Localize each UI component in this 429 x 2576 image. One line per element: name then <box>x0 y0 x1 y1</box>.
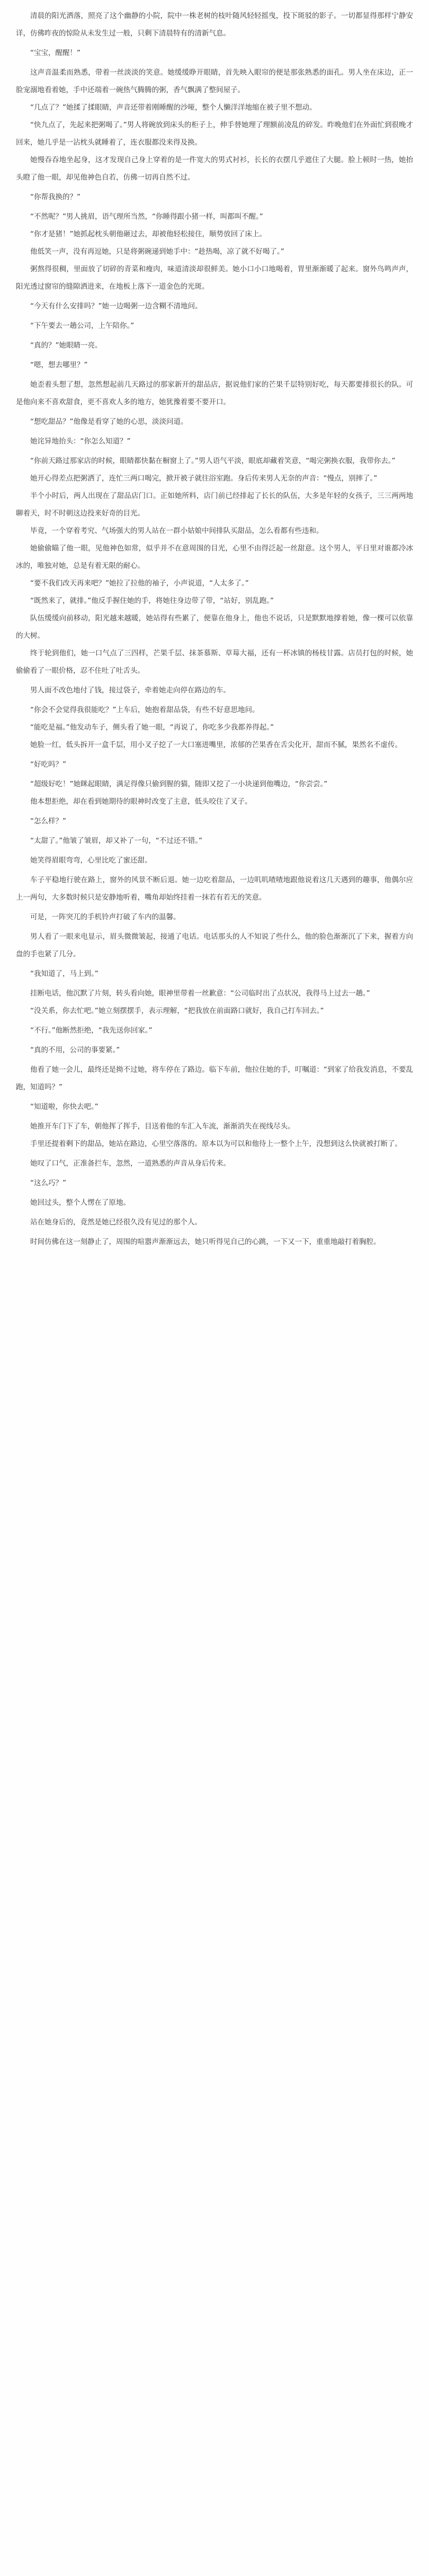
paragraph: 她脸一红，低头拆开一盒千层，用小叉子挖了一大口塞进嘴里，浓郁的芒果香在舌尖化开，甜而不腻，果然名不虚传。 <box>30 741 402 749</box>
paragraph: 她推开车门下了车，朝他挥了挥手，目送着他的车汇入车流，渐渐消失在视线尽头。 <box>30 1122 295 1131</box>
paragraph: 她回过头，整个人愣在了原地。 <box>30 1198 130 1207</box>
paragraph: “我知道了，马上到。” <box>30 970 99 978</box>
paragraph: “快九点了，先起来把粥喝了。”男人将碗放到床头的柜子上，伸手替她理了理额前凌乱的碎发。昨晚他们在外面忙到很晚才回来，她几乎是一沾枕头就睡着了，连衣服都没来得及换。 <box>16 121 413 147</box>
paragraph: “真的？”她眼睛一亮。 <box>30 341 102 350</box>
paragraph: “你帮我换的？” <box>30 193 81 201</box>
paragraph: “没关系，你去忙吧。”她立刻摆摆手，表示理解，“把我放在前面路口就好，我自己打车回去。” <box>30 1007 324 1015</box>
paragraph: “这么巧？” <box>30 1179 66 1187</box>
paragraph: 他低笑一声，没有再逗她，只是将粥碗递到她手中：“趁热喝，凉了就不好喝了。” <box>30 247 284 256</box>
paragraph: “好吃吗？” <box>30 760 66 769</box>
paragraph: “要不我们改天再来吧？”她拉了拉他的袖子，小声说道，“人太多了。” <box>30 579 249 588</box>
paragraph: 他看了她一会儿，最终还是拗不过她，将车停在了路边。临下车前，他拉住她的手，叮嘱道：“到家了给我发消息，不要乱跑，知道吗？” <box>16 1065 413 1091</box>
paragraph: “怎么样？” <box>30 817 66 825</box>
paragraph: 站在她身后的，竟然是她已经很久没有见过的那个人。 <box>30 1218 202 1227</box>
paragraph: 手里还提着剩下的甜品，她站在路边，心里空落落的。原本以为可以和他待上一整个上午，没想到这么快就被打断了。 <box>30 1140 402 1148</box>
paragraph: “不行。”他断然拒绝，“我先送你回家。” <box>30 1026 153 1035</box>
paragraph: 她偷偷瞄了他一眼，见他神色如常，似乎并不在意周围的目光，心里不由得泛起一丝甜意。这个男人，平日里对谁都冷冰冰的，唯独对她，总是有着无限的耐心。 <box>16 544 413 570</box>
paragraph: “你才是猪！”她抓起枕头朝他砸过去，却被他轻松接住，顺势放回了床上。 <box>30 230 266 238</box>
paragraph: “你前天路过那家店的时候，眼睛都快黏在橱窗上了。”男人语气平淡，眼底却藏着笑意，“喝完粥换衣服，我带你去。” <box>30 457 396 465</box>
paragraph: 男人看了一眼来电显示，眉头微微皱起，接通了电话。电话那头的人不知说了些什么，他的脸色渐渐沉了下来，握着方向盘的手也紧了几分。 <box>16 932 413 958</box>
paragraph: “既然来了，就排。”他反手握住她的手，将她往身边带了带，“站好，别乱跑。” <box>30 597 274 605</box>
paragraph: 他本想拒绝，却在看到她期待的眼神时改变了主意，低头咬住了叉子。 <box>30 797 252 806</box>
paragraph: 她歪着头想了想，忽然想起前几天路过的那家新开的甜品店，据说他们家的芒果千层特别好吃，每天都要排很长的队。可是他向来不喜欢甜食，更不喜欢人多的地方，她犹豫着要不要开口。 <box>16 380 413 406</box>
paragraph: “想吃甜品？”他像是看穿了她的心思，淡淡问道。 <box>30 418 188 426</box>
paragraph: 半个小时后，两人出现在了甜品店门口。正如她所料，店门前已经排起了长长的队伍，大多是年轻的女孩子，三三两两地聊着天，时不时朝这边投来好奇的目光。 <box>16 492 413 518</box>
paragraph: “知道啦，你快去吧。” <box>30 1103 99 1111</box>
paragraph: “你会不会觉得我很能吃？”上车后，她抱着甜品袋，有些不好意思地问。 <box>30 706 260 714</box>
article-body <box>0 0 429 1251</box>
paragraph: 她开心得差点把粥洒了，连忙三两口喝完，掀开被子就往浴室跑。身后传来男人无奈的声音：“慢点，别摔了。” <box>30 474 378 483</box>
paragraph: 粥熬得很稠，里面放了切碎的青菜和瘦肉，味道清淡却很鲜美。她小口小口地喝着，胃里渐渐暖了起来。窗外鸟鸣声声，阳光透过窗帘的缝隙洒进来，在地板上落下一道金色的光斑。 <box>16 265 413 291</box>
paragraph: 时间仿佛在这一刻静止了，周围的喧嚣声渐渐远去，她只听得见自己的心跳，一下又一下，重重地敲打着胸腔。 <box>30 1238 381 1246</box>
paragraph: 队伍缓缓向前移动，阳光越来越暖，她站得有些累了，便靠在他身上，他也不说话，只是默默地撑着她，像一棵可以依靠的大树。 <box>16 614 413 640</box>
paragraph: “宝宝，醒醒！” <box>30 49 81 57</box>
paragraph: “不然呢？”男人挑眉，语气理所当然，“你睡得跟小猪一样，叫都叫不醒。” <box>30 212 263 221</box>
paragraph: 终于轮到他们，她一口气点了三四样，芒果千层、抹茶慕斯、草莓大福，还有一杯冰镇的杨枝甘露。店员打包的时候，她偷偷看了一眼价格，忍不住吐了吐舌头。 <box>16 649 413 675</box>
paragraph: 这声音温柔而熟悉，带着一丝淡淡的笑意。她缓缓睁开眼睛，首先映入眼帘的便是那张熟悉的面孔。男人坐在床边，正一脸宠溺地看着她，手中还端着一碗热气腾腾的粥，香气飘满了整间屋子。 <box>16 68 413 94</box>
paragraph: 她叹了口气，正准备拦车，忽然，一道熟悉的声音从身后传来。 <box>30 1159 230 1168</box>
paragraph: 车子平稳地行驶在路上，窗外的风景不断后退。她一边吃着甜品，一边叽叽喳喳地跟他说着这几天遇到的趣事，他偶尔应上一两句，大多数时候只是安静地听着，嘴角却始终挂着一抹若有若无的笑意。 <box>16 876 413 902</box>
paragraph: 她诧异地抬头：“你怎么知道？” <box>30 437 131 446</box>
paragraph: 可是，一阵突兀的手机铃声打破了车内的温馨。 <box>30 913 181 921</box>
paragraph: “嗯，想去哪里？” <box>30 361 88 369</box>
paragraph: “能吃是福。”他发动车子，侧头看了她一眼，“再说了，你吃多少我都养得起。” <box>30 723 274 732</box>
paragraph: 清晨的阳光洒落，照亮了这个幽静的小院，院中一株老树的枝叶随风轻轻摇曳，投下斑驳的影子。一切都显得那样宁静安详，仿佛昨夜的惊险从未发生过一般，只剩下清晨特有的清新气息。 <box>16 12 413 38</box>
paragraph: “下午要去一趟公司，上午陪你。” <box>30 322 135 330</box>
paragraph: 她笑得眉眼弯弯，心里比吃了蜜还甜。 <box>30 856 152 865</box>
paragraph: “今天有什么安排吗？”她一边喝粥一边含糊不清地问。 <box>30 302 202 310</box>
paragraph: “几点了？”她揉了揉眼睛，声音还带着刚睡醒的沙哑，整个人懒洋洋地缩在被子里不想动。 <box>30 103 317 112</box>
paragraph: “超级好吃！”她眯起眼睛，满足得像只偷到腥的猫，随即又挖了一小块递到他嘴边，“你尝尝。” <box>30 780 328 788</box>
paragraph: 挂断电话，他沉默了片刻，转头看向她，眼神里带着一丝歉意：“公司临时出了点状况，我得马上过去一趟。” <box>30 989 370 998</box>
paragraph: 毕竟，一个穿着考究、气场强大的男人站在一群小姑娘中间排队买甜品，怎么看都有些违和。 <box>30 527 324 535</box>
paragraph: “太甜了。”他皱了皱眉，却又补了一句，“不过还不错。” <box>30 837 202 845</box>
paragraph: “真的不用，公司的事要紧。” <box>30 1046 120 1054</box>
paragraph: 她慢吞吞地坐起身，这才发现自己身上穿着的是一件宽大的男式衬衫，长长的衣摆几乎遮住了大腿。脸上顿时一热，她抬头瞪了他一眼，却见他神色自若，仿佛一切再自然不过。 <box>16 156 413 182</box>
paragraph: 男人面不改色地付了钱，接过袋子，牵着她走向停在路边的车。 <box>30 686 230 695</box>
